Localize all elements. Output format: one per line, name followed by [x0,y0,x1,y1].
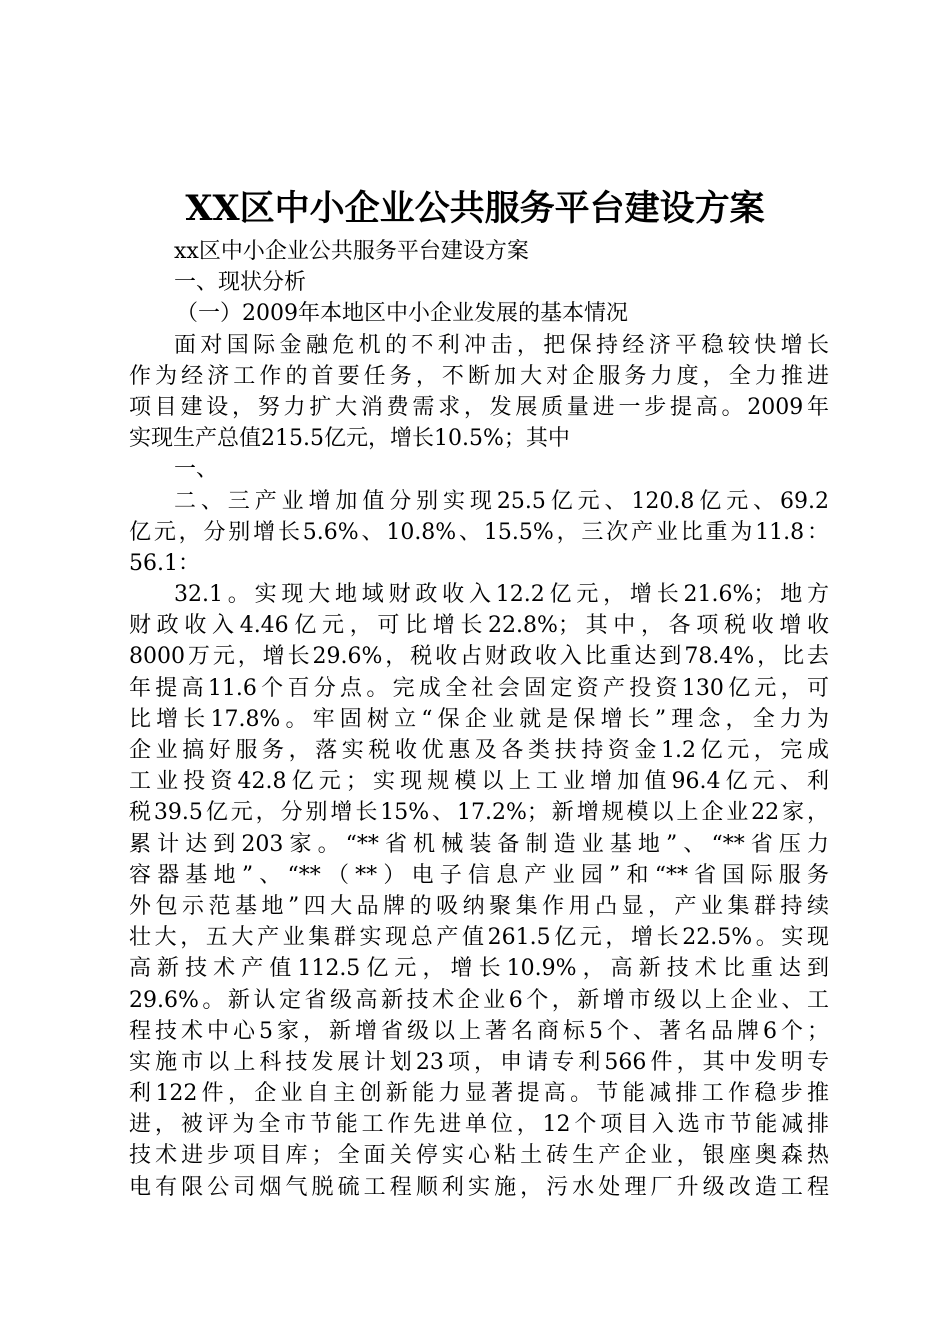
paragraph-line: 壮大，五大产业集群实现总产值261.5亿元，增长22.5%。实现 [129,925,829,951]
paragraph-line: 容器基地”、“**（**）电子信息产业园”和“**省国际服务 [129,862,829,888]
subtitle-line: xx区中小企业公共服务平台建设方案 [174,239,529,264]
paragraph-line: 高新技术产值112.5亿元，增长10.9%，高新技术比重达到 [129,956,829,982]
paragraph-line: 利122件，企业自主创新能力显著提高。节能减排工作稳步推 [129,1081,829,1107]
paragraph-line: 8000万元，增长29.6%，税收占财政收入比重达到78.4%，比去 [129,644,829,670]
document-title: XX区中小企业公共服务平台建设方案 [185,188,765,229]
paragraph-line: 外包示范基地”四大品牌的吸纳聚集作用凸显，产业集群持续 [129,893,829,919]
paragraph-line: 税39.5亿元，分别增长15%、17.2%；新增规模以上企业22家， [129,800,829,826]
document-body [129,236,829,1203]
paragraph-line: 二、三产业增加值分别实现25.5亿元、120.8亿元、69.2 [174,488,829,514]
section-heading: 一、现状分析 [174,270,307,296]
paragraph-line: 面对国际金融危机的不利冲击，把保持经济平稳较快增长 [174,332,829,358]
paragraph-line: 29.6%。新认定省级高新技术企业6个，新增市级以上企业、工 [129,987,829,1013]
paragraph-line: 一、 [174,457,219,483]
paragraph-line: 32.1。实现大地域财政收入12.2亿元，增长21.6%；地方 [174,582,829,608]
paragraph-line: 比增长17.8%。牢固树立“保企业就是保增长”理念，全力为 [129,706,829,732]
paragraph-line: 项目建设，努力扩大消费需求，发展质量进一步提高。2009年 [129,394,829,420]
paragraph-line: 作为经济工作的首要任务，不断加大对企服务力度，全力推进 [129,363,829,389]
paragraph-line: 年提高11.6个百分点。完成全社会固定资产投资130亿元，可 [129,675,829,701]
paragraph-line: 进，被评为全市节能工作先进单位，12个项目入选市节能减排 [129,1112,829,1138]
paragraph-line: 企业搞好服务，落实税收优惠及各类扶持资金1.2亿元，完成 [129,738,829,763]
paragraph-line: 技术进步项目库；全面关停实心粘土砖生产企业，银座奥森热 [129,1143,829,1169]
paragraph-line: 实施市以上科技发展计划23项，申请专利566件，其中发明专 [129,1049,829,1075]
paragraph-line: 累计达到203家。“**省机械装备制造业基地”、“**省压力 [129,831,829,857]
paragraph-line: 实现生产总值215.5亿元，增长10.5%；其中 [129,426,570,452]
paragraph-line: 电有限公司烟气脱硫工程顺利实施，污水处理厂升级改造工程 [129,1174,829,1200]
paragraph-line: 程技术中心5家，新增省级以上著名商标5个、著名品牌6个； [129,1018,829,1044]
subsection-heading: （一）2009年本地区中小企业发展的基本情况 [176,301,628,327]
paragraph-line: 亿元，分别增长5.6%、10.8%、15.5%，三次产业比重为11.8： [129,519,829,545]
paragraph-line: 56.1： [129,550,200,576]
paragraph-line: 工业投资42.8亿元；实现规模以上工业增加值96.4亿元、利 [129,769,829,795]
paragraph-line: 财政收入4.46亿元，可比增长22.8%；其中，各项税收增收 [129,613,829,639]
